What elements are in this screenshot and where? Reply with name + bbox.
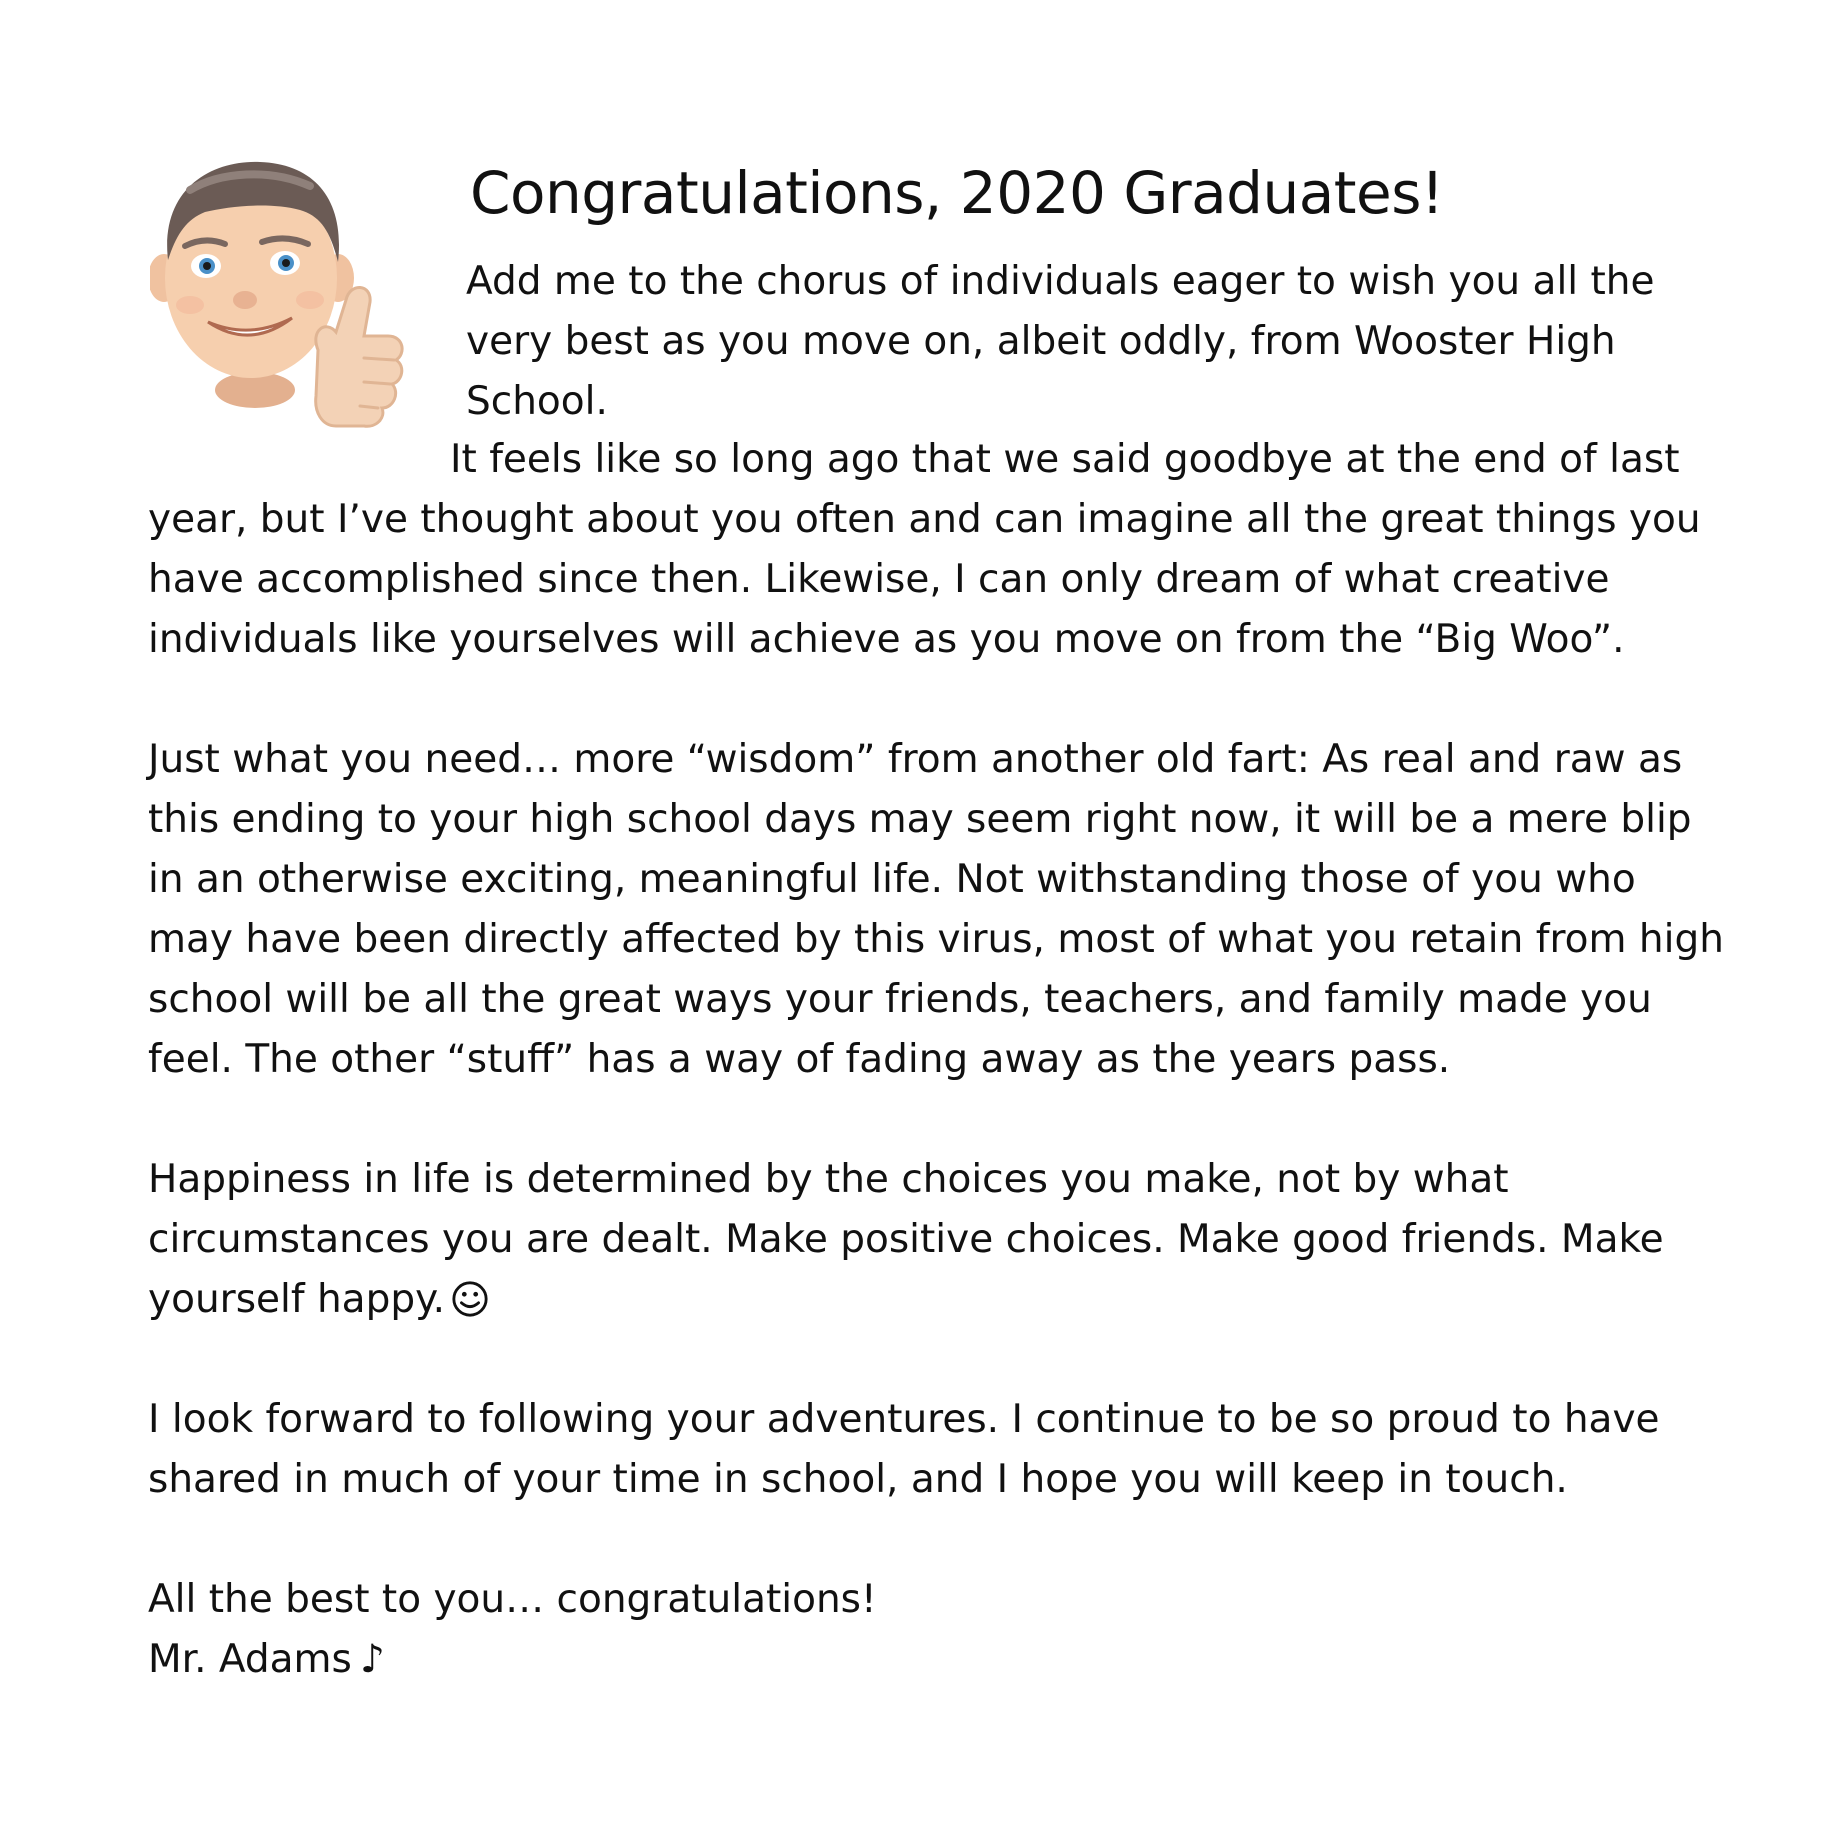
paragraph-adventures: I look forward to following your adventures. I continue to be so proud to have shared in much of your time in school, and I hope you will keep in touch. bbox=[148, 1397, 1660, 1502]
letter-body bbox=[148, 430, 1728, 1690]
intro-text: Add me to the chorus of individuals eager to wish you all the very best as you move on, albeit oddly, from Wooster High School. bbox=[466, 259, 1655, 424]
smiley-face-icon bbox=[451, 1280, 489, 1318]
closing-line: All the best to you… congratulations! bbox=[148, 1577, 877, 1622]
intro-paragraph bbox=[466, 252, 1716, 432]
music-note-icon: ♪ bbox=[359, 1637, 385, 1682]
paragraph-goodbye: It feels like so long ago that we said goodbye at the end of last year, but I’ve thought about you often and can imagine all the great things you have accomplished since then. Likewise, I can only dream of what creative individuals like yourselves will achieve as you move on from the “Big Woo”. bbox=[148, 437, 1701, 662]
signature-name: Mr. Adams bbox=[148, 1637, 352, 1682]
paragraph-happiness-text: Happiness in life is determined by the choices you make, not by what circumstances you are dealt. Make positive choices. Make good friends. Make yourself happy. bbox=[148, 1157, 1664, 1322]
paragraph-wisdom: Just what you need… more “wisdom” from another old fart: As real and raw as this ending to your high school days may seem right now, it will be a mere blip in an otherwise exciting, meaningful life. Not withstanding those of you who may have been directly affected by this virus, most of what you retain from high school will be all the great ways your friends, teachers, and family made you feel. The other “stuff” has a way of fading away as the years pass. bbox=[148, 737, 1724, 1082]
signature bbox=[148, 1630, 1728, 1690]
paragraph-happiness bbox=[148, 1150, 1728, 1330]
page-title: Congratulations, 2020 Graduates! bbox=[470, 159, 1444, 227]
memoji-thumbs-up-icon bbox=[150, 150, 420, 430]
